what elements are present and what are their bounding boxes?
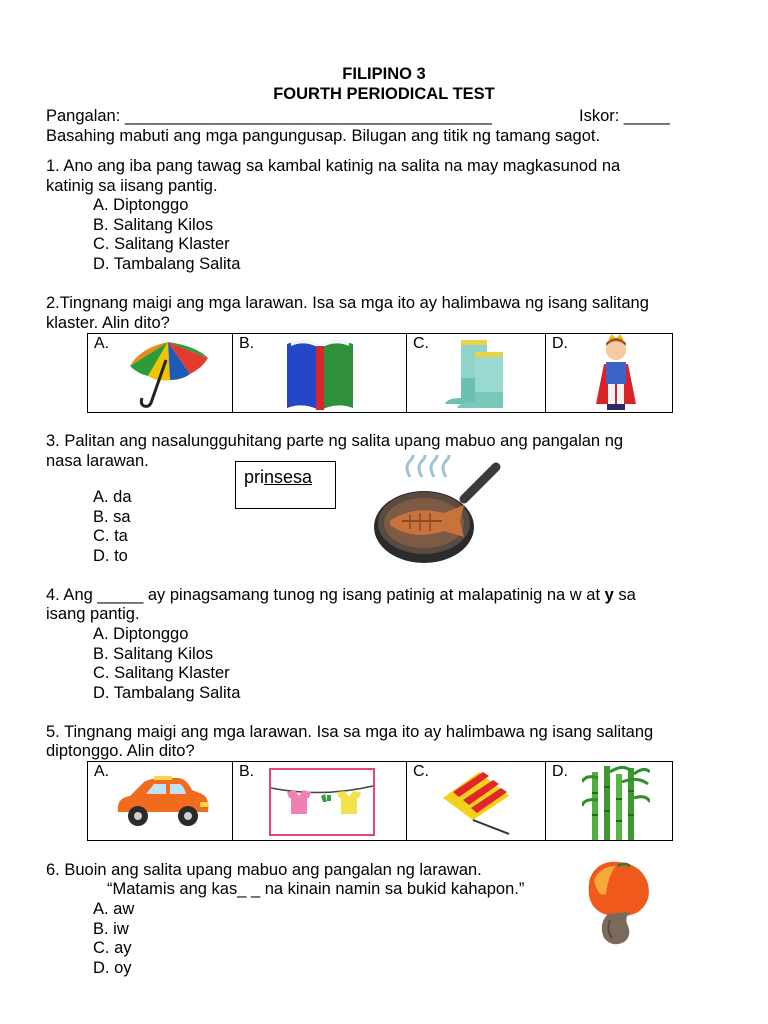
car-icon xyxy=(114,772,210,832)
question-2-text: 2.Tingnang maigi ang mga larawan. Isa sa mga ito ay halimbawa ng isang salitang xyxy=(46,294,649,312)
q5-cell-d xyxy=(546,762,672,840)
q3-word-box xyxy=(235,461,336,509)
q3-word-prefix: pri xyxy=(244,467,265,487)
q2-picture-table xyxy=(87,333,673,413)
q2-label-b: B. xyxy=(239,335,255,352)
q5-label-a: A. xyxy=(94,763,110,780)
question-6-sentence: “Matamis ang kas_ _ na kinain namin sa bukid kahapon.” xyxy=(107,880,525,898)
question-5-text-cont: diptonggo. Alin dito? xyxy=(46,742,195,760)
q2-cell-c xyxy=(407,334,546,412)
q2-label-c: C. xyxy=(413,335,429,352)
q3-word-underlined: nsesa xyxy=(264,467,313,487)
q2-label-a: A. xyxy=(94,335,110,352)
question-4-text xyxy=(46,586,636,605)
q6-choice-c: C. ay xyxy=(93,939,132,957)
subject-title: FILIPINO 3 xyxy=(342,65,426,83)
q4-choice-c: C. Salitang Klaster xyxy=(93,664,230,682)
question-2-text-cont: klaster. Alin dito? xyxy=(46,314,170,332)
q3-choice-c: C. ta xyxy=(93,527,128,545)
q5-cell-c xyxy=(407,762,546,840)
q5-label-b: B. xyxy=(239,763,255,780)
question-4-text-cont: isang pantig. xyxy=(46,605,140,623)
q2-cell-a xyxy=(88,334,233,412)
question-1-text-cont: katinig sa iisang pantig. xyxy=(46,177,218,195)
q1-choice-c: C. Salitang Klaster xyxy=(93,235,230,253)
name-field-label: Pangalan: ________________________________________ xyxy=(46,107,492,125)
cashew-icon xyxy=(578,858,654,948)
q5-label-d: D. xyxy=(552,763,568,780)
q6-choice-b: B. iw xyxy=(93,920,129,938)
score-field-label: Iskor: _____ xyxy=(579,107,670,125)
q4-choice-a: A. Diptonggo xyxy=(93,625,189,643)
q3-choice-d: D. to xyxy=(93,547,128,565)
bamboo-icon xyxy=(582,764,650,840)
question-5-text: 5. Tingnang maigi ang mga larawan. Isa sa mga ito ay halimbawa ng isang salitang xyxy=(46,723,654,741)
umbrella-icon xyxy=(126,336,210,412)
q2-label-d: D. xyxy=(552,335,568,352)
flag-icon xyxy=(439,770,511,838)
q4-text-end: sa xyxy=(613,586,636,604)
boots-icon xyxy=(441,338,513,412)
q2-cell-b xyxy=(233,334,407,412)
q5-cell-a xyxy=(88,762,233,840)
q1-choice-d: D. Tambalang Salita xyxy=(93,255,241,273)
q2-cell-d xyxy=(546,334,672,412)
q3-choice-a: A. da xyxy=(93,488,132,506)
q3-choice-b: B. sa xyxy=(93,508,131,526)
q5-cell-b xyxy=(233,762,407,840)
test-title: FOURTH PERIODICAL TEST xyxy=(273,85,495,103)
clothesline-icon xyxy=(269,768,375,836)
frying-fish-pan-icon xyxy=(372,455,504,567)
book-icon xyxy=(283,336,357,412)
q4-text-bold: y xyxy=(604,586,614,604)
q1-choice-a: A. Diptonggo xyxy=(93,196,189,214)
question-6-text: 6. Buoin ang salita upang mabuo ang pangalan ng larawan. xyxy=(46,861,482,879)
q4-text-start: 4. Ang _____ ay pinagsamang tunog ng isang patinig at malapatinig na w at xyxy=(46,586,605,604)
question-3-text-cont: nasa larawan. xyxy=(46,452,149,470)
q6-choice-d: D. oy xyxy=(93,959,132,977)
q5-picture-table xyxy=(87,761,673,841)
q4-choice-b: B. Salitang Kilos xyxy=(93,645,214,663)
q6-choice-a: A. aw xyxy=(93,900,135,918)
q1-choice-b: B. Salitang Kilos xyxy=(93,216,214,234)
prince-icon xyxy=(590,334,642,412)
q5-label-c: C. xyxy=(413,763,429,780)
question-3-text: 3. Palitan ang nasalungguhitang parte ng salita upang mabuo ang pangalan ng xyxy=(46,432,624,450)
q4-choice-d: D. Tambalang Salita xyxy=(93,684,241,702)
question-1-text: 1. Ano ang iba pang tawag sa kambal katinig na salita na may magkasunod na xyxy=(46,157,621,175)
instructions: Basahing mabuti ang mga pangungusap. Bilugan ang titik ng tamang sagot. xyxy=(46,127,601,145)
q3-word xyxy=(244,467,312,487)
